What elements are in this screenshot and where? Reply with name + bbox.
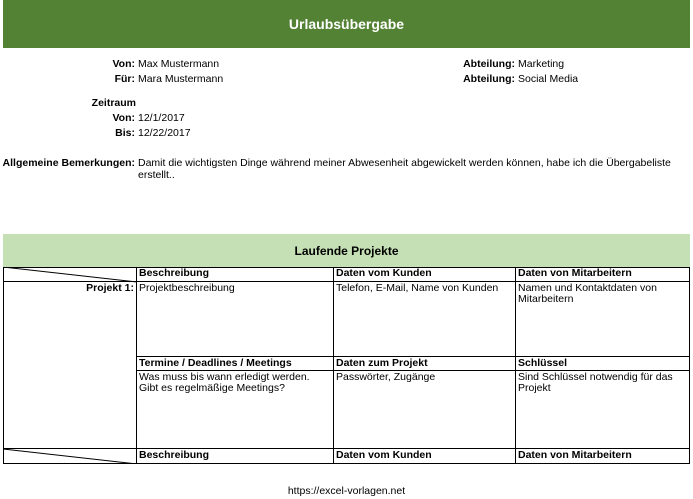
- project-description: Projektbeschreibung: [137, 282, 334, 357]
- from-value: Max Mustermann: [138, 58, 220, 70]
- header-daten-kunden: Daten vom Kunden: [334, 449, 516, 464]
- header-termine: Termine / Deadlines / Meetings: [137, 357, 334, 371]
- empty-cell: [3, 371, 137, 449]
- header-beschreibung: Beschreibung: [137, 449, 334, 464]
- period-label: Zeitraum: [91, 97, 136, 109]
- corner-cell: [3, 267, 137, 282]
- project-data: Passwörter, Zugänge: [334, 371, 516, 449]
- remarks-label: Allgemeine Bemerkungen:: [2, 157, 135, 169]
- project-employee-data: Namen und Kontaktdaten von Mitarbeitern: [516, 282, 690, 357]
- period-from-label: Von:: [112, 112, 135, 124]
- project-label: Projekt 1:: [3, 282, 137, 357]
- header-schluessel: Schlüssel: [516, 357, 690, 371]
- header-daten-mitarbeiter: Daten von Mitarbeitern: [516, 449, 690, 464]
- period-to-label: Bis:: [115, 127, 135, 139]
- for-dept-label: Abteilung:: [463, 73, 515, 85]
- project-keys: Sind Schlüssel notwendig für das Projekt: [516, 371, 690, 449]
- project-deadlines: Was muss bis wann erledigt werden. Gibt es regelmäßige Meetings?: [137, 371, 334, 449]
- projects-title: Laufende Projekte: [3, 234, 690, 267]
- for-value: Mara Mustermann: [138, 73, 224, 85]
- for-dept-value: Social Media: [518, 73, 579, 85]
- period-from-value: 12/1/2017: [138, 112, 185, 124]
- for-label: Für:: [114, 73, 135, 85]
- projects-table: [3, 267, 690, 464]
- footer-link[interactable]: https://excel-vorlagen.net: [287, 485, 406, 497]
- header-beschreibung: Beschreibung: [137, 267, 334, 282]
- from-dept-label: Abteilung:: [463, 58, 515, 70]
- header-daten-projekt: Daten zum Projekt: [334, 357, 516, 371]
- header-daten-mitarbeiter: Daten von Mitarbeitern: [516, 267, 690, 282]
- remarks-value: Damit die wichtigsten Dinge während meiner Abwesenheit abgewickelt werden können, habe ich die Übergabeliste erstellt..: [138, 157, 671, 181]
- from-dept-value: Marketing: [518, 58, 565, 70]
- project-customer-data: Telefon, E-Mail, Name von Kunden: [334, 282, 516, 357]
- period-to-value: 12/22/2017: [138, 127, 191, 139]
- empty-cell: [3, 357, 137, 371]
- header-daten-kunden: Daten vom Kunden: [334, 267, 516, 282]
- from-label: Von:: [112, 58, 135, 70]
- corner-cell: [3, 449, 137, 464]
- page-title: Urlaubsübergabe: [3, 0, 690, 48]
